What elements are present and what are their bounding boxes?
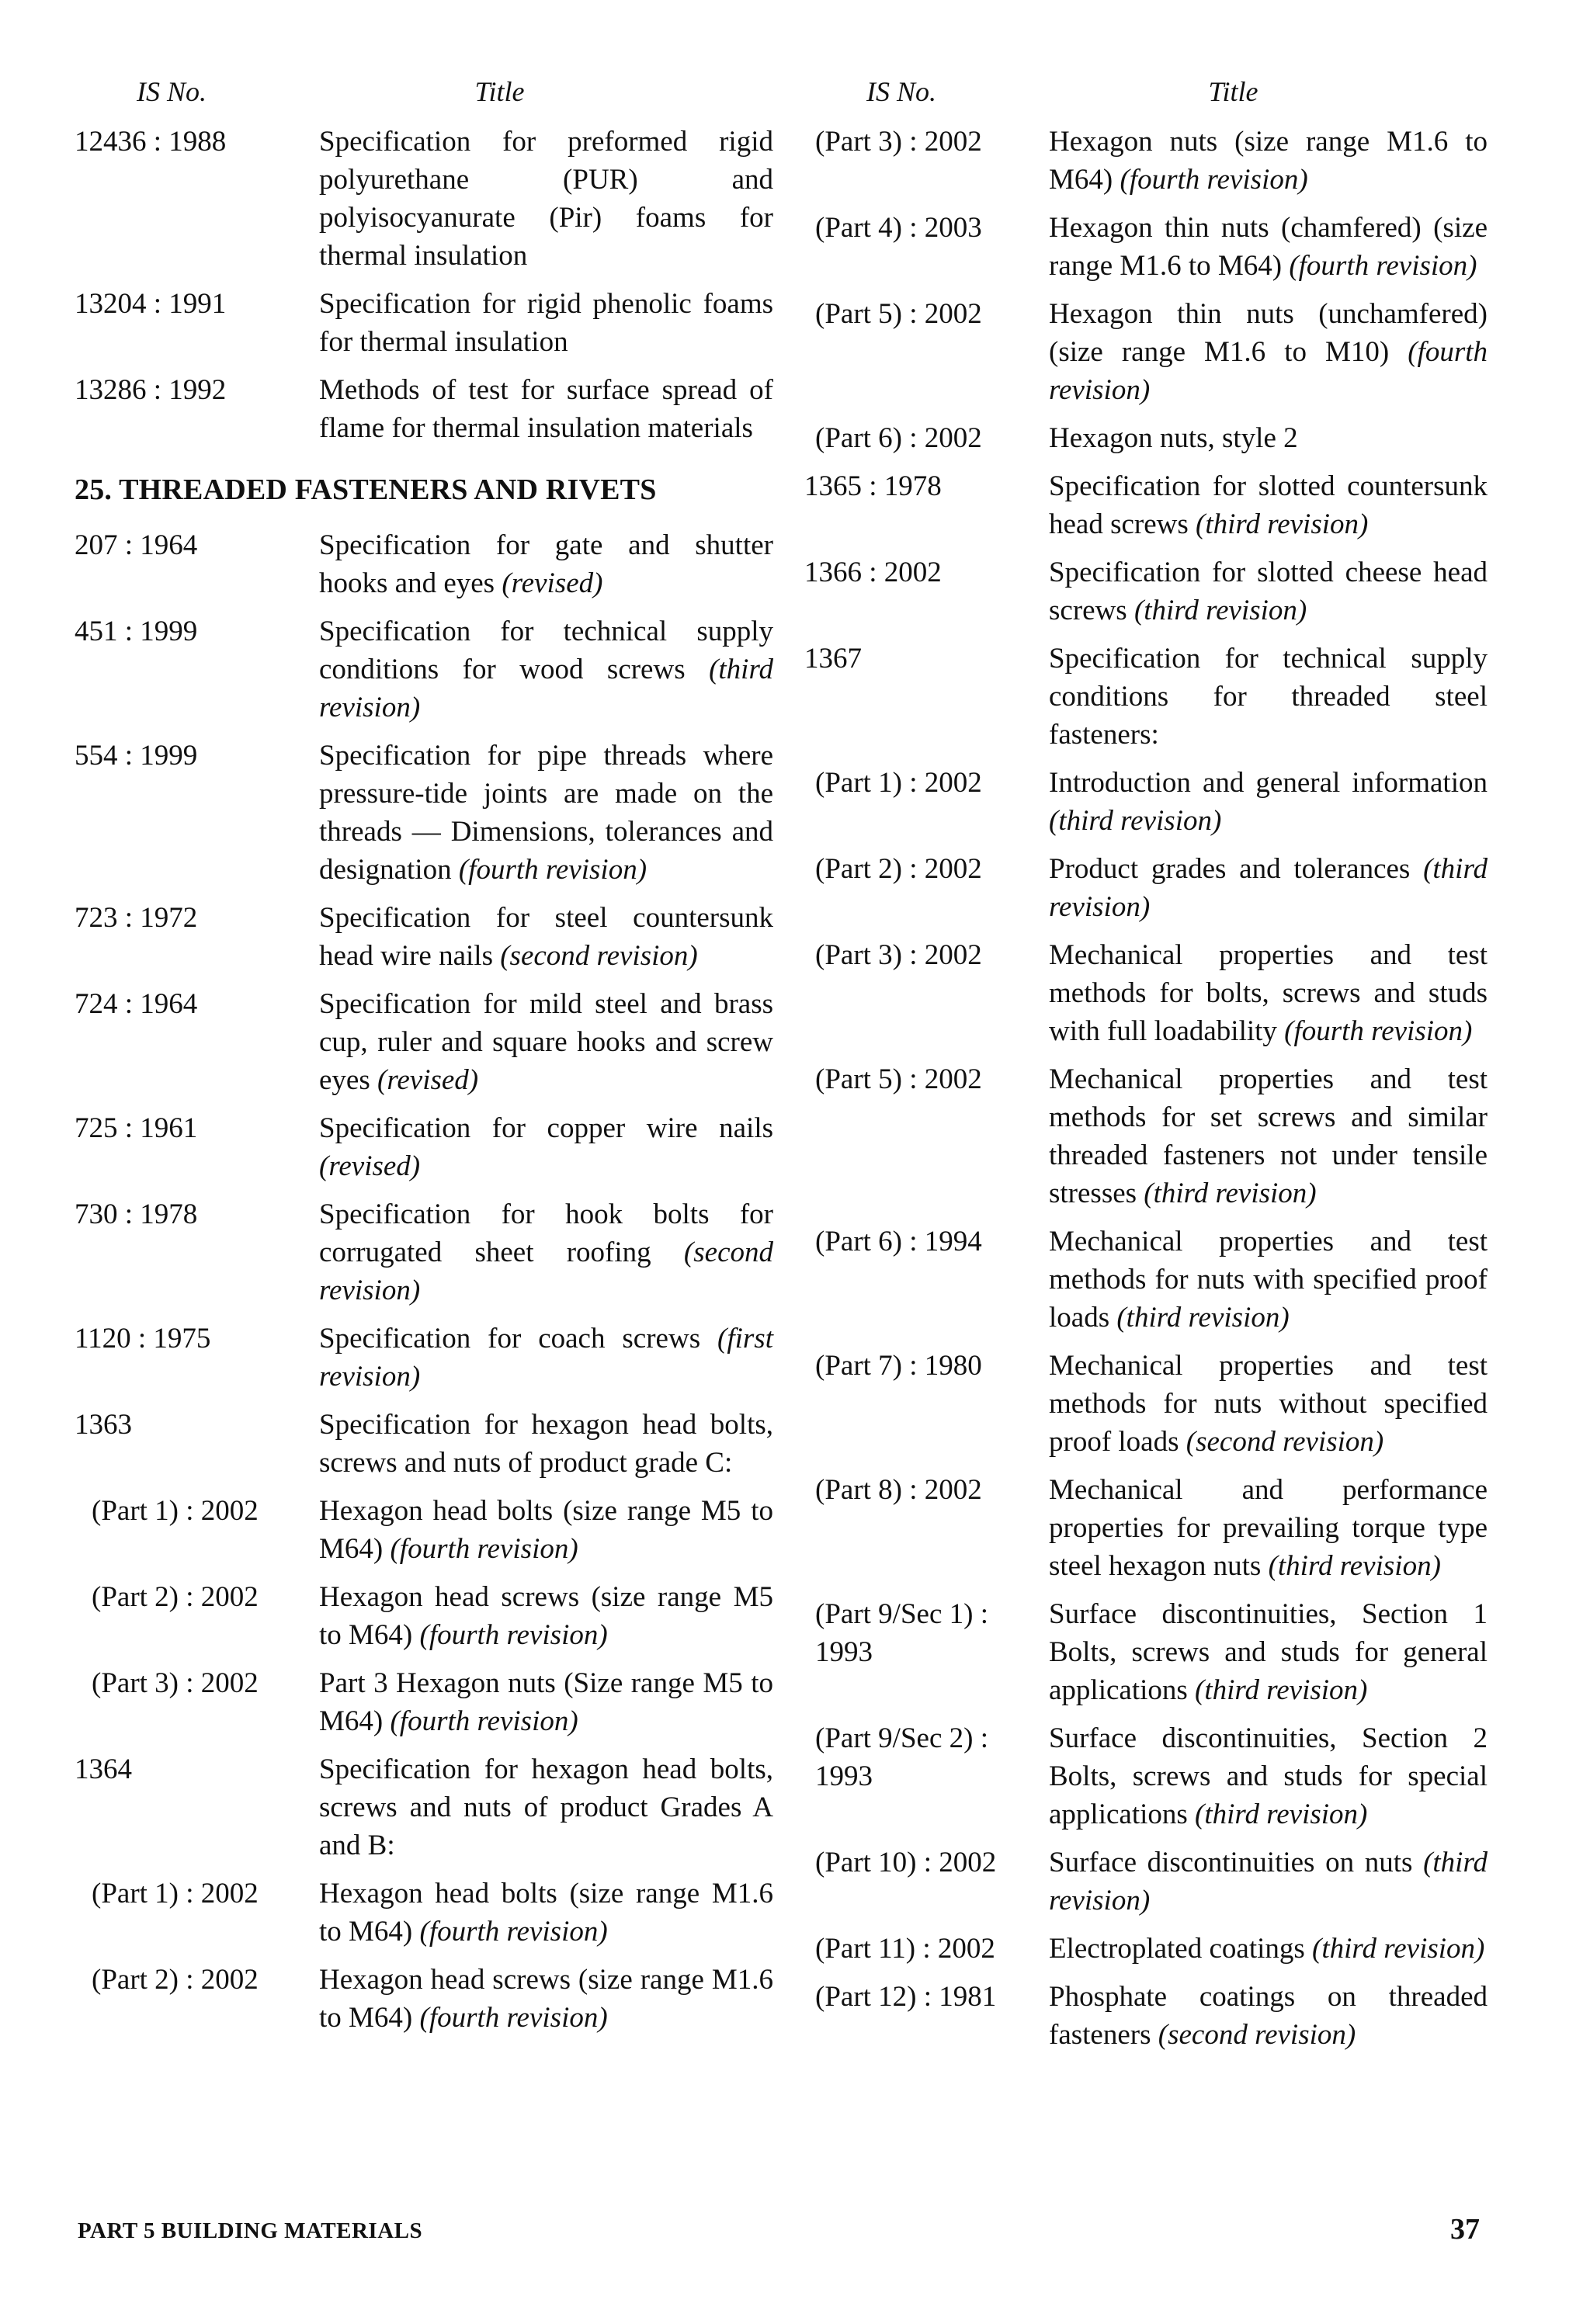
sub-entry (75, 1664, 773, 1740)
sub-entry (804, 1930, 1488, 1968)
revision-note: (third revision) (1195, 1674, 1368, 1706)
is-number: (Part 10) : 2002 (815, 1847, 997, 1878)
left-column (75, 75, 773, 2047)
sub-entry (75, 1961, 773, 2037)
standard-title: Phosphate coatings on threaded fasteners (second revision) (1049, 1981, 1488, 2051)
standard-title: Mechanical properties and test methods for nuts without specified proof loads (second revision) (1049, 1350, 1488, 1458)
revision-note: (third revision) (1049, 1847, 1488, 1916)
standard-entry (75, 1406, 773, 1482)
is-number: (Part 6) : 2002 (815, 422, 982, 454)
standard-title: Mechanical properties and test methods for bolts, screws and studs with full loadability (fourth revision) (1049, 939, 1488, 1047)
sub-entry (804, 1844, 1488, 1920)
standard-entry (804, 553, 1488, 630)
standard-title: Specification for copper wire nails (revised) (319, 1112, 773, 1182)
sub-entry (804, 1719, 1488, 1833)
standard-title: Hexagon thin nuts (unchamfered) (size range M1.6 to M10) (fourth revision) (1049, 298, 1488, 406)
revision-note: (second revision) (500, 940, 698, 972)
is-number: (Part 3) : 2002 (815, 939, 982, 971)
standard-title: Hexagon head screws (size range M5 to M64) (fourth revision) (319, 1581, 773, 1651)
standard-title: Specification for hexagon head bolts, screws and nuts of product Grades A and B: (319, 1753, 773, 1861)
standard-entry (75, 1320, 773, 1396)
is-number: 1364 (75, 1753, 132, 1785)
standard-entry (75, 123, 773, 275)
is-no-header: IS No. (137, 76, 207, 107)
sub-entry (804, 209, 1488, 285)
standard-title: Mechanical and performance properties for prevailing torque type steel hexagon nuts (third revision) (1049, 1474, 1488, 1582)
standard-title: Hexagon nuts, style 2 (1049, 422, 1298, 454)
sub-entry (804, 295, 1488, 409)
revision-note: (second revision) (1186, 1426, 1384, 1458)
is-number: 13204 : 1991 (75, 288, 227, 320)
revision-note: (fourth revision) (419, 1916, 608, 1948)
revision-note: (third revision) (319, 654, 773, 723)
revision-note: (fourth revision) (390, 1533, 578, 1565)
revision-note: (third revision) (1144, 1178, 1317, 1209)
column-header-left (75, 75, 773, 109)
is-number: 12436 : 1988 (75, 126, 227, 158)
standard-entry (75, 899, 773, 975)
revision-note: (third revision) (1049, 853, 1488, 923)
revision-note: (second revision) (319, 1237, 773, 1306)
is-no-header: IS No. (866, 76, 936, 107)
standard-entry (75, 285, 773, 361)
standard-title: Hexagon thin nuts (chamfered) (size range M1.6 to M64) (fourth revision) (1049, 212, 1488, 282)
is-number: 1363 (75, 1409, 132, 1441)
standard-title: Specification for coach screws (first revision) (319, 1323, 773, 1393)
is-number: 1365 : 1978 (804, 470, 942, 502)
standard-title: Specification for rigid phenolic foams for thermal insulation (319, 288, 773, 358)
is-number: (Part 5) : 2002 (815, 1063, 982, 1095)
standard-title: Specification for gate and shutter hooks and eyes (revised) (319, 529, 773, 599)
standard-title: Mechanical properties and test methods for set screws and similar threaded fasteners not under tensile stresses (third revision) (1049, 1063, 1488, 1209)
is-number: 725 : 1961 (75, 1112, 198, 1144)
standard-title: Surface discontinuities, Section 1 Bolts, screws and studs for general applications (third revision) (1049, 1598, 1488, 1706)
entry-list (75, 1492, 773, 1740)
revision-note: (third revision) (1268, 1550, 1441, 1582)
standard-entry (804, 640, 1488, 754)
standard-title: Hexagon head bolts (size range M5 to M64) (fourth revision) (319, 1495, 773, 1565)
is-number: (Part 9/Sec 1) : 1993 (815, 1598, 988, 1668)
is-number: 1120 : 1975 (75, 1323, 211, 1355)
sub-entry (804, 1595, 1488, 1709)
standard-title: Introduction and general information (third revision) (1049, 767, 1488, 837)
is-number: 730 : 1978 (75, 1198, 198, 1230)
sub-entry (75, 1578, 773, 1654)
revision-note: (revised) (319, 1150, 421, 1182)
standard-entry (75, 985, 773, 1099)
is-number: 1366 : 2002 (804, 557, 942, 588)
sub-entry (804, 419, 1488, 457)
revision-note: (third revision) (1116, 1302, 1290, 1334)
standard-title: Product grades and tolerances (third revision) (1049, 853, 1488, 923)
standard-entry (75, 1109, 773, 1185)
is-number: (Part 3) : 2002 (92, 1667, 259, 1699)
entry-list (75, 526, 773, 1482)
is-number: (Part 12) : 1981 (815, 1981, 997, 2013)
title-header: Title (474, 76, 525, 107)
is-number: 207 : 1964 (75, 529, 198, 561)
is-number: 554 : 1999 (75, 740, 198, 772)
sub-entry (75, 1875, 773, 1951)
entry-list (804, 764, 1488, 2054)
is-number: (Part 8) : 2002 (815, 1474, 982, 1506)
entry-list (75, 123, 773, 447)
revision-note: (fourth revision) (419, 1619, 608, 1651)
revision-note: (third revision) (1312, 1933, 1485, 1965)
sub-entry (804, 1223, 1488, 1337)
is-number: (Part 2) : 2002 (92, 1581, 259, 1613)
sub-entry (804, 1060, 1488, 1212)
section-heading: 25. THREADED FASTENERS AND RIVETS (75, 473, 657, 506)
is-number: (Part 6) : 1994 (815, 1226, 982, 1257)
is-number: (Part 4) : 2003 (815, 212, 982, 244)
revision-note: (fourth revision) (419, 2002, 608, 2034)
revision-note: (third revision) (1049, 805, 1222, 837)
is-number: (Part 1) : 2002 (92, 1878, 259, 1909)
standard-title: Specification for steel countersunk head wire nails (second revision) (319, 902, 773, 972)
page-number: 37 (1450, 2213, 1480, 2246)
standard-title: Specification for slotted cheese head screws (third revision) (1049, 557, 1488, 626)
standard-title: Specification for hexagon head bolts, screws and nuts of product grade C: (319, 1409, 773, 1479)
standard-entry (75, 371, 773, 447)
revision-note: (revised) (377, 1064, 479, 1096)
standard-title: Specification for hook bolts for corrugated sheet roofing (second revision) (319, 1198, 773, 1306)
standard-entry (75, 526, 773, 602)
sub-entry (75, 1492, 773, 1568)
standard-title: Hexagon head bolts (size range M1.6 to M64) (fourth revision) (319, 1878, 773, 1948)
is-number: 1367 (804, 643, 862, 675)
revision-note: (fourth revision) (1284, 1015, 1473, 1047)
sub-entry (804, 1978, 1488, 2054)
is-number: 724 : 1964 (75, 988, 198, 1020)
title-header: Title (1208, 76, 1258, 107)
revision-note: (first revision) (319, 1323, 773, 1393)
standard-title: Methods of test for surface spread of flame for thermal insulation materials (319, 374, 773, 444)
is-number: (Part 5) : 2002 (815, 298, 982, 330)
revision-note: (fourth revision) (1120, 164, 1308, 196)
sub-entry (804, 936, 1488, 1050)
column-header-right (804, 75, 1488, 109)
standard-title: Hexagon nuts (size range M1.6 to M64) (fourth revision) (1049, 126, 1488, 196)
standard-entry (804, 467, 1488, 543)
standard-entry (75, 612, 773, 727)
right-column (804, 75, 1488, 2064)
sub-entry (804, 850, 1488, 926)
standard-title: Specification for mild steel and brass cup, ruler and square hooks and screw eyes (revised) (319, 988, 773, 1096)
footer-part-title: PART 5 BUILDING MATERIALS (78, 2218, 423, 2243)
sub-entry (804, 123, 1488, 199)
entry-list (804, 467, 1488, 754)
revision-note: (second revision) (1158, 2019, 1356, 2051)
standard-title: Specification for technical supply conditions for threaded steel fasteners: (1049, 643, 1488, 751)
entry-list (804, 123, 1488, 457)
is-number: (Part 11) : 2002 (815, 1933, 995, 1965)
revision-note: (fourth revision) (1049, 336, 1488, 406)
standard-title: Surface discontinuities on nuts (third revision) (1049, 1847, 1488, 1916)
is-number: 13286 : 1992 (75, 374, 227, 406)
standard-title: Specification for slotted countersunk head screws (third revision) (1049, 470, 1488, 540)
entry-list (75, 1875, 773, 2037)
is-number: (Part 1) : 2002 (92, 1495, 259, 1527)
sub-entry (804, 764, 1488, 840)
sub-entry (804, 1471, 1488, 1585)
revision-note: (third revision) (1195, 1798, 1368, 1830)
is-number: (Part 1) : 2002 (815, 767, 982, 799)
revision-note: (revised) (502, 567, 603, 599)
revision-note: (fourth revision) (390, 1705, 578, 1737)
is-number: 451 : 1999 (75, 616, 198, 647)
is-number: (Part 2) : 2002 (92, 1964, 259, 1996)
standard-entry (75, 737, 773, 889)
revision-note: (fourth revision) (458, 854, 647, 886)
standard-title: Specification for preformed rigid polyurethane (PUR) and polyisocyanurate (Pir) foams for thermal insulation (319, 126, 773, 272)
is-number: (Part 9/Sec 2) : 1993 (815, 1722, 988, 1792)
standard-title: Part 3 Hexagon nuts (Size range M5 to M64) (fourth revision) (319, 1667, 773, 1737)
is-number: (Part 3) : 2002 (815, 126, 982, 158)
is-number: 723 : 1972 (75, 902, 198, 934)
standard-title: Specification for pipe threads where pressure-tide joints are made on the threads — Dimensions, tolerances and designation (fourth revision) (319, 740, 773, 886)
standard-entry (75, 1195, 773, 1309)
sub-entry (804, 1347, 1488, 1461)
standard-title: Electroplated coatings (third revision) (1049, 1933, 1485, 1965)
revision-note: (fourth revision) (1289, 250, 1477, 282)
is-number: (Part 2) : 2002 (815, 853, 982, 885)
standard-title: Specification for technical supply conditions for wood screws (third revision) (319, 616, 773, 723)
is-number: (Part 7) : 1980 (815, 1350, 982, 1382)
standard-entry (75, 1750, 773, 1864)
standard-title: Mechanical properties and test methods for nuts with specified proof loads (third revision) (1049, 1226, 1488, 1334)
standard-title: Hexagon head screws (size range M1.6 to M64) (fourth revision) (319, 1964, 773, 2034)
standard-title: Surface discontinuities, Section 2 Bolts, screws and studs for special applications (third revision) (1049, 1722, 1488, 1830)
revision-note: (third revision) (1133, 595, 1307, 626)
revision-note: (third revision) (1196, 508, 1369, 540)
